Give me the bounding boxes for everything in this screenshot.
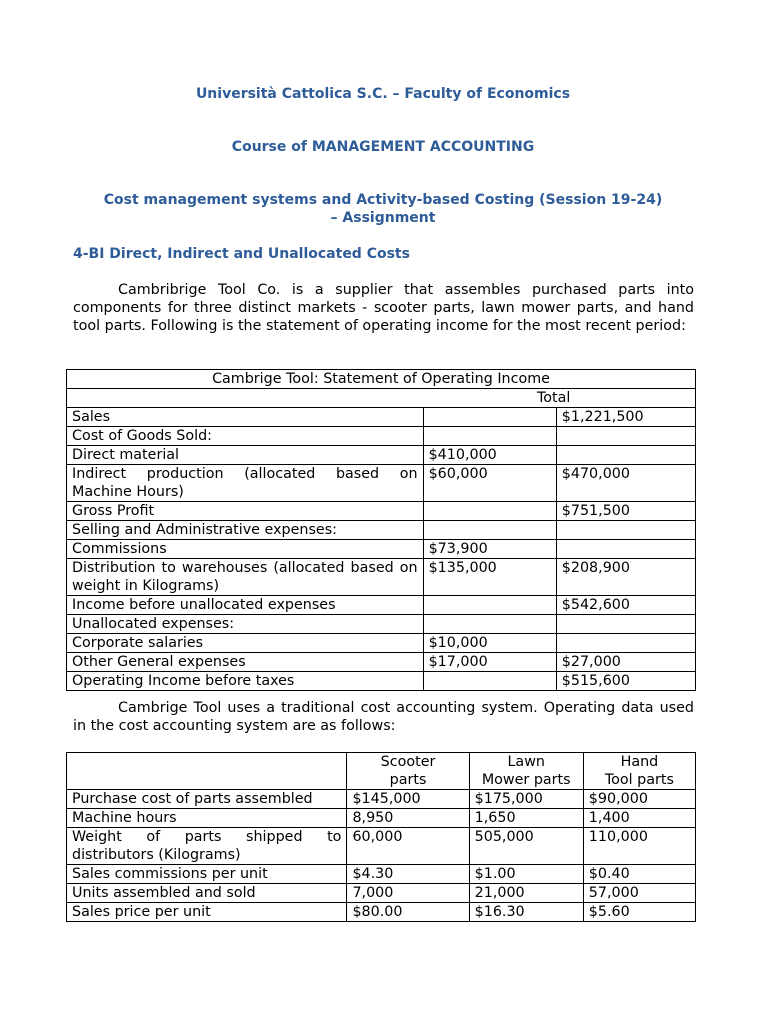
table-row — [67, 809, 696, 828]
row-total: $751,500 — [556, 502, 695, 521]
row-value: 57,000 — [583, 884, 695, 903]
row-amount: $135,000 — [423, 559, 556, 596]
row-label: Units assembled and sold — [67, 884, 347, 903]
university-heading: Università Cattolica S.C. – Faculty of Economics — [195, 86, 571, 102]
row-label: Machine hours — [67, 809, 347, 828]
row-value: $16.30 — [469, 903, 583, 922]
row-label: Commissions — [67, 540, 424, 559]
row-total — [556, 615, 695, 634]
row-total — [556, 634, 695, 653]
row-amount — [423, 408, 556, 427]
row-amount: $73,900 — [423, 540, 556, 559]
table-row — [67, 903, 696, 922]
row-amount — [423, 672, 556, 691]
row-value: $145,000 — [347, 790, 469, 809]
row-label: Unallocated expenses: — [67, 615, 424, 634]
table-row — [67, 559, 696, 596]
row-label: Income before unallocated expenses — [67, 596, 424, 615]
row-total — [556, 446, 695, 465]
row-label: Weight of parts shipped to distributors (Kilograms) — [67, 828, 347, 865]
row-value: 7,000 — [347, 884, 469, 903]
row-value: $0.40 — [583, 865, 695, 884]
row-value: $4.30 — [347, 865, 469, 884]
course-heading: Course of MANAGEMENT ACCOUNTING — [231, 139, 535, 155]
row-total — [556, 521, 695, 540]
table-row — [67, 502, 696, 521]
table-row — [67, 634, 696, 653]
table-row — [67, 540, 696, 559]
row-amount: $410,000 — [423, 446, 556, 465]
column-header-scooter — [347, 753, 469, 790]
column-header-line2: parts — [389, 772, 427, 788]
table-row — [67, 596, 696, 615]
row-label: Sales commissions per unit — [67, 865, 347, 884]
operating-data-table — [66, 752, 696, 922]
table-row — [67, 427, 696, 446]
row-label: Gross Profit — [67, 502, 424, 521]
row-amount — [423, 596, 556, 615]
intro-paragraph: Cambribrige Tool Co. is a supplier that assembles purchased parts into components for three distinct markets - scooter parts, lawn mower parts, and hand tool parts. Following is the statement of operating income for the most recent period: — [73, 282, 694, 334]
column-header-line2: Tool parts — [604, 772, 674, 788]
section-title: 4-BI Direct, Indirect and Unallocated Costs — [73, 246, 410, 262]
row-total: $542,600 — [556, 596, 695, 615]
row-amount — [423, 427, 556, 446]
row-total: $515,600 — [556, 672, 695, 691]
column-header-hand — [583, 753, 695, 790]
row-label: Sales price per unit — [67, 903, 347, 922]
row-value: 1,400 — [583, 809, 695, 828]
row-label: Corporate salaries — [67, 634, 424, 653]
row-value: 60,000 — [347, 828, 469, 865]
column-header-row — [67, 753, 696, 790]
column-header-lawn — [469, 753, 583, 790]
table-row — [67, 672, 696, 691]
row-value: $5.60 — [583, 903, 695, 922]
row-label: Indirect production (allocated based on Machine Hours) — [67, 465, 424, 502]
table-title-row — [67, 370, 696, 389]
table-row — [67, 446, 696, 465]
row-label: Selling and Administrative expenses: — [67, 521, 424, 540]
row-value: 8,950 — [347, 809, 469, 828]
table-row — [67, 790, 696, 809]
table-title: Cambrige Tool: Statement of Operating Income — [67, 370, 696, 389]
income-statement-table — [66, 369, 696, 691]
table-row — [67, 521, 696, 540]
second-paragraph: Cambrige Tool uses a traditional cost accounting system. Operating data used in the cost accounting system are as follows: — [73, 700, 694, 734]
row-total: $208,900 — [556, 559, 695, 596]
row-label: Purchase cost of parts assembled — [67, 790, 347, 809]
row-label: Distribution to warehouses (allocated based on weight in Kilograms) — [67, 559, 424, 596]
row-total — [556, 540, 695, 559]
row-amount: $17,000 — [423, 653, 556, 672]
column-header-line1: Lawn — [507, 754, 545, 770]
row-value: $80.00 — [347, 903, 469, 922]
row-amount: $60,000 — [423, 465, 556, 502]
row-value: $90,000 — [583, 790, 695, 809]
row-total: $470,000 — [556, 465, 695, 502]
row-label: Sales — [67, 408, 424, 427]
column-header-line1: Hand — [620, 754, 659, 770]
row-total — [556, 427, 695, 446]
row-amount — [423, 615, 556, 634]
row-amount — [423, 521, 556, 540]
row-label: Operating Income before taxes — [67, 672, 424, 691]
row-value: 1,650 — [469, 809, 583, 828]
table-row — [67, 828, 696, 865]
table-row — [67, 653, 696, 672]
table-row — [67, 884, 696, 903]
column-header-line1: Scooter — [380, 754, 436, 770]
row-value: $175,000 — [469, 790, 583, 809]
topic-heading-line1: Cost management systems and Activity-based Costing (Session 19-24) — [103, 192, 663, 208]
row-label: Direct material — [67, 446, 424, 465]
row-total: $27,000 — [556, 653, 695, 672]
row-label: Other General expenses — [67, 653, 424, 672]
row-value: 21,000 — [469, 884, 583, 903]
table-row — [67, 465, 696, 502]
row-label: Cost of Goods Sold: — [67, 427, 424, 446]
table-row — [67, 408, 696, 427]
total-header: Total — [67, 389, 696, 408]
table-row — [67, 615, 696, 634]
row-value: 505,000 — [469, 828, 583, 865]
row-amount: $10,000 — [423, 634, 556, 653]
table-header-row — [67, 389, 696, 408]
row-amount — [423, 502, 556, 521]
column-header-line2: Mower parts — [481, 772, 571, 788]
row-total: $1,221,500 — [556, 408, 695, 427]
table-row — [67, 865, 696, 884]
row-value: $1.00 — [469, 865, 583, 884]
topic-heading-line2: – Assignment — [330, 210, 436, 226]
empty-header-cell — [67, 753, 347, 790]
row-value: 110,000 — [583, 828, 695, 865]
